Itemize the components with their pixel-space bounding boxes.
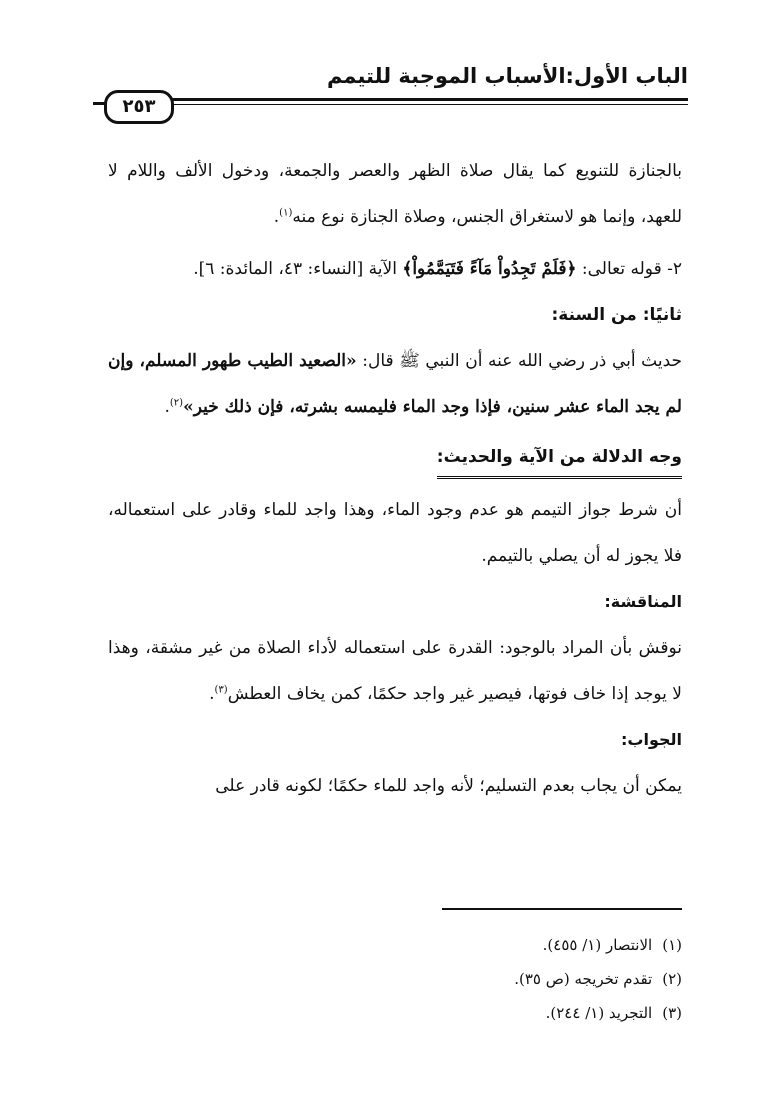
- paragraph-discussion: [108, 625, 682, 717]
- footnote-ref: (١): [279, 207, 293, 219]
- paragraph-janazah: بالجنازة للتنويع كما يقال صلاة الظهر والعصر والجمعة، ودخول الألف واللام لا للعهد، وإنما هو لاستغراق الجنس، وصلاة الجنازة نوع منه$^{(١)}$.: [108, 161, 682, 227]
- hadith-intro: حديث أبي ذر رضي الله عنه أن النبي ﷺ قال:: [362, 351, 682, 371]
- section-heading-sunnah: ثانيًا: من السنة:: [551, 305, 682, 325]
- quran-verse: ﴿فَلَمْ تَجِدُواْ مَآءً فَتَيَمَّمُواْ﴾: [402, 259, 577, 279]
- footnote-item: [514, 996, 682, 1030]
- paragraph-evidence: أن شرط جواز التيمم هو عدم وجود الماء، وهذا واجد للماء وقادر على استعماله، فلا يجوز له أن يصلي بالتيمم.: [108, 500, 682, 566]
- footnote-number: (٢): [662, 970, 682, 988]
- section-heading-answer: الجواب:: [620, 730, 682, 749]
- paragraph-hadith: [108, 338, 682, 430]
- paragraph-text: واللام لا للعهد، وإنما هو لاستغراق الجنس، وصلاة الجنازة نوع منه: [108, 161, 682, 227]
- footnote-item: [514, 962, 682, 996]
- paragraph-verse: [108, 246, 682, 292]
- footnote-text: التجريد (١/ ٢٤٤).: [545, 1004, 653, 1022]
- footnote-separator: [442, 908, 682, 910]
- chapter-label: الباب الأول:: [565, 64, 688, 88]
- footnote-item: [514, 928, 682, 962]
- footnote-text: تقدم تخريجه (ص ٣٥).: [514, 970, 653, 988]
- page-number: ٢٥٣: [104, 90, 174, 124]
- footnote-text: الانتصار (١/ ٤٥٥).: [542, 936, 653, 954]
- punctuation: .: [209, 684, 215, 704]
- page-body: [108, 148, 682, 809]
- footnote-ref: (٢): [169, 397, 184, 409]
- footnote-ref: (٣): [214, 684, 228, 696]
- punctuation: .: [164, 397, 170, 417]
- section-heading-evidence: وجه الدلالة من الآية والحديث:: [437, 440, 682, 479]
- footnotes: [514, 928, 682, 1030]
- header-rule-thin: [156, 104, 688, 105]
- hadith-text: «الصعيد الطيب طهور المسلم، وإن لم يجد الماء عشر سنين، فإذا وجد الماء فليمسه بشرته، فإن ذلك خير»: [108, 351, 682, 417]
- paragraph-text: بالجنازة للتنويع كما يقال صلاة الظهر والعصر والجمعة، ودخول الألف: [175, 161, 682, 181]
- footnote-number: (٣): [662, 1004, 682, 1022]
- footnote-number: (١): [662, 936, 682, 954]
- verse-reference: الآية [النساء: ٤٣، المائدة: ٦].: [193, 259, 397, 279]
- page-header: [96, 62, 688, 118]
- verse-prefix: ٢- قوله تعالى:: [581, 259, 682, 279]
- discussion-text: نوقش بأن المراد بالوجود: القدرة على استعماله لأداء الصلاة من غير مشقة، وهذا لا يوجد إذا خاف فوتها، فيصير غير واجد حكمًا، كمن يخاف العطش: [108, 638, 682, 704]
- evidence-heading-wrap: [108, 430, 682, 487]
- chapter-title-text: الأسباب الموجبة للتيمم: [326, 64, 566, 88]
- header-rule: [156, 98, 688, 101]
- chapter-title: [327, 64, 688, 88]
- section-heading-discussion: المناقشة:: [604, 592, 682, 611]
- paragraph-answer: يمكن أن يجاب بعدم التسليم؛ لأنه واجد للماء حكمًا؛ لكونه قادر على: [215, 776, 682, 796]
